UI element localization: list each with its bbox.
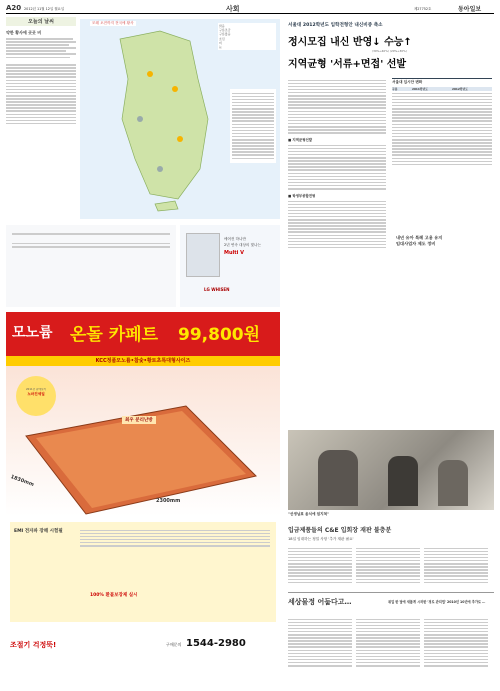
mat-image [6, 366, 280, 516]
mat-visual [6, 366, 280, 516]
warranty-text: 100% 환불보장제 실시 [90, 593, 138, 598]
issue-date: 2012년 11월 12일 월요일 [24, 7, 65, 11]
ad-brand: LG WHISEN [204, 287, 230, 292]
size-width: 1830mm [9, 474, 35, 488]
section-title: 사회 [226, 5, 240, 13]
weather-text [6, 38, 76, 58]
ad-offer-box [10, 522, 276, 622]
article3-sub: 18일 임대하는 정밀 사항 '추가 재판 필요' [288, 537, 354, 541]
aircon-image [186, 233, 220, 277]
section-heading: ■ 학생부종합전형 [288, 193, 316, 198]
bottom-title: 조절기 걱정뚝! [10, 641, 57, 649]
headline-notes: (30%→40%) (20%→30%) [372, 49, 407, 53]
regional-table [230, 89, 276, 163]
weather-column [6, 17, 76, 219]
mat-ad [6, 312, 280, 684]
ad-product: 온돌 카페트 [70, 325, 159, 345]
ad-line2: 2년 연속 대상의 빛나는 [224, 243, 261, 247]
offer-list [80, 528, 270, 548]
article-body [288, 78, 494, 250]
phone-number[interactable]: 1544-2980 [186, 638, 246, 649]
column-subtitle: 취업 한 달에 새롭게 시작한 '경로 관리법' 2010년 10년에 추가로 … [388, 600, 486, 604]
ad-subline: KCC정품모노륨•참숯•황토초특대형사이즈 [6, 356, 280, 366]
legend-item: 눈 [219, 45, 222, 50]
article-kicker: 서울대 2012학년도 입학전형안 내신비중 축소 [288, 23, 383, 28]
legend-item: 흐림 [219, 36, 225, 41]
ad-headline-bar [6, 312, 280, 356]
section-heading: ■ 지역균형선발 [288, 137, 313, 142]
article-2 [288, 235, 494, 405]
aircon-ad [180, 225, 280, 307]
paper-name: 동아일보 [458, 6, 482, 13]
weather-map [80, 19, 280, 219]
admissions-table [392, 78, 492, 250]
opinion-column [288, 592, 494, 684]
legend-item: 구름많음 [219, 32, 231, 37]
table-title: 서울대 입시안 변화 [392, 80, 423, 84]
ad-bottom [6, 628, 280, 683]
feature-callout: 최우 분리난방 [122, 416, 156, 424]
legend-item: 맑음 [219, 24, 225, 28]
page-number: A20 [6, 4, 22, 12]
photo-caption: "선생님표 음식에 엄지척" [288, 512, 329, 516]
map-legend [218, 23, 276, 50]
offer-title: EMI 전자파 장해 시험필 [14, 529, 63, 534]
photo-people [388, 456, 418, 506]
table-header: 구분 2011학년도 2012학년도 [392, 87, 492, 91]
weather-title: 오늘의 날씨 [6, 17, 76, 26]
masthead [6, 4, 494, 14]
column-title: 세상물정 어둡다고… [288, 598, 352, 606]
weather-headline: 약한 황사에 곳곳 비 [6, 30, 42, 35]
ad-line1: 에어컨 하나만 [224, 237, 246, 241]
ad-brand: 모노륨 [12, 325, 53, 341]
edition-number: 제27752호 [414, 7, 432, 11]
article-3 [288, 525, 494, 590]
legend-item: 구름조금 [219, 28, 231, 33]
article-headline: 정시모집 내신 반영↓ 수능↑ [288, 37, 412, 48]
weather-table [6, 64, 76, 124]
article3-title: 입금제품들의 C&E 입회장 재판 불충분 [288, 527, 392, 534]
sale-badge: 2011년 판매실적 노마진세일 [16, 376, 56, 416]
phone-label: 구매문의 [166, 642, 182, 647]
photo-people [438, 460, 468, 506]
legend-item: 비 [219, 40, 222, 45]
ad-product: Multi V [224, 250, 244, 256]
news-photo [288, 430, 494, 510]
article-headline-2: 지역균형 '서류+면접' 선발 [288, 59, 407, 70]
size-height: 2300mm [156, 498, 181, 504]
ad-price: 99,800원 [178, 325, 261, 345]
article2-title: 내년 유아 특례 고용 유지 [396, 235, 443, 240]
aircon-ad-left [6, 225, 176, 307]
map-title: 모레 오전까지 전국에 황사 [92, 21, 134, 25]
article2-sub: 임대사업자 제도 정비 [396, 241, 436, 246]
photo-people [318, 450, 358, 506]
